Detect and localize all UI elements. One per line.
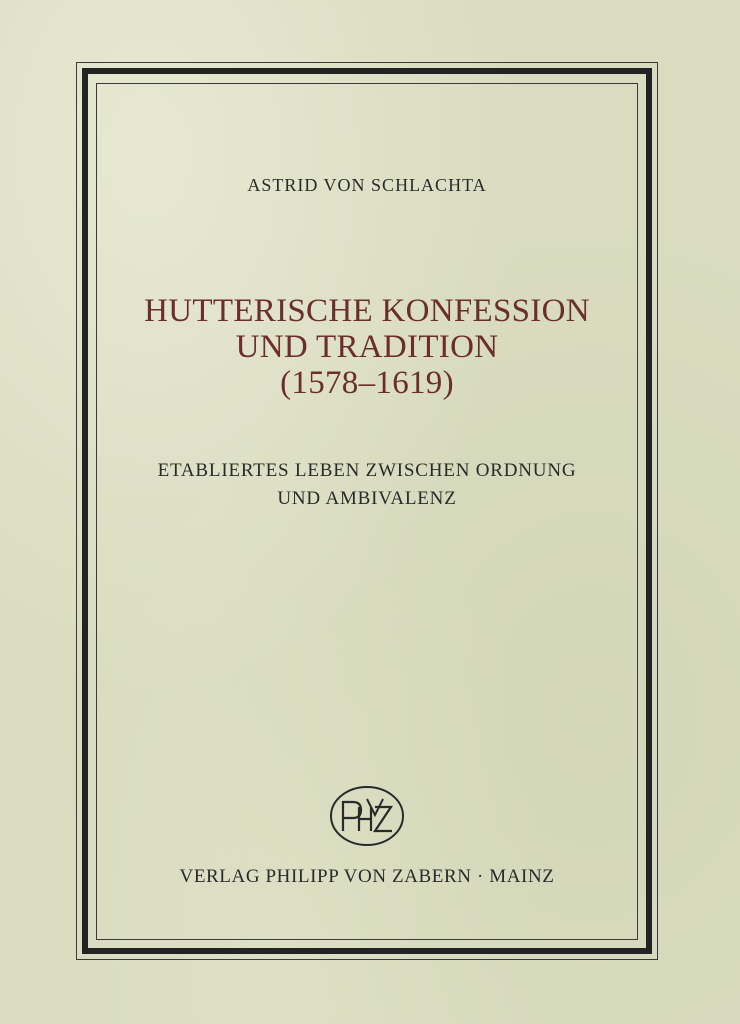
title-line-1: HUTTERISCHE KONFESSION: [144, 293, 590, 329]
subtitle-line-2: UND AMBIVALENZ: [277, 488, 457, 509]
publisher-line: VERLAG PHILIPP VON ZABERN · MAINZ: [179, 866, 555, 887]
title-dates: (1578–1619): [280, 365, 454, 401]
title-line-2: UND TRADITION: [235, 329, 499, 365]
book-subtitle: [96, 457, 638, 513]
publisher-logo: [329, 785, 405, 847]
subtitle-line-1: ETABLIERTES LEBEN ZWISCHEN ORDNUNG: [157, 460, 577, 481]
author-name: ASTRID VON SCHLACHTA: [247, 175, 487, 195]
book-title: [96, 293, 638, 401]
